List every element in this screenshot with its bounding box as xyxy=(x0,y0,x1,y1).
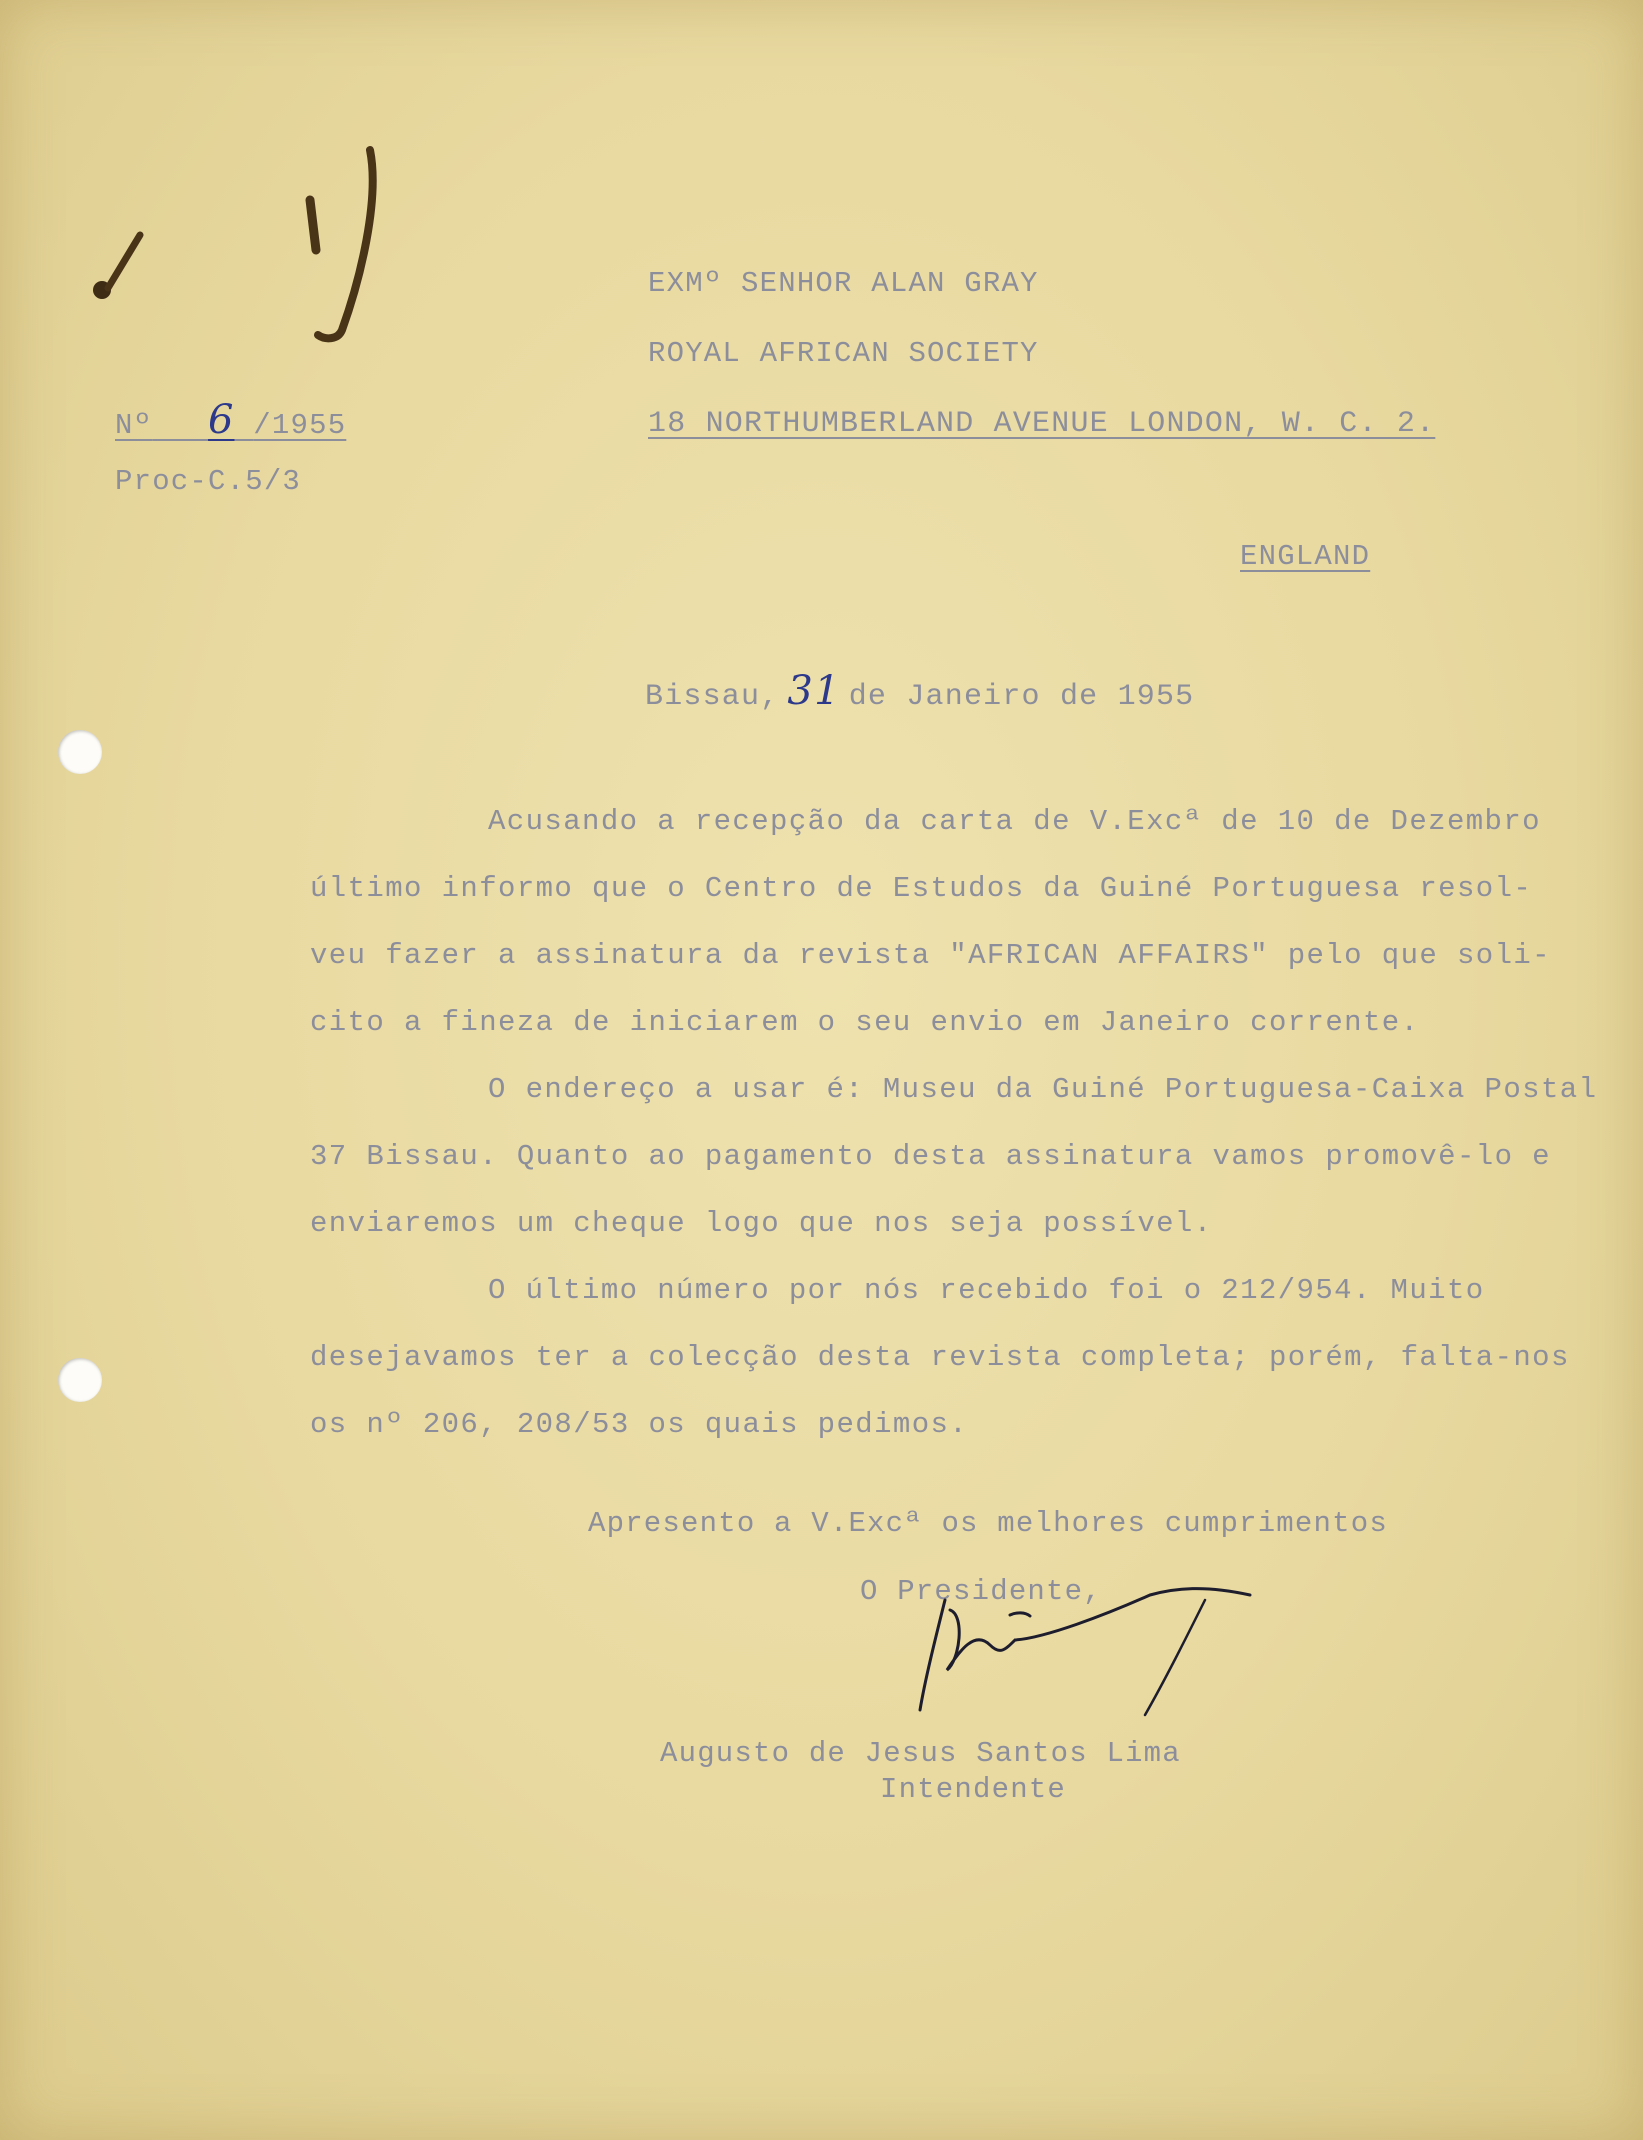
date-rest: de Janeiro de 1955 xyxy=(848,680,1195,714)
reference-number-gap-2 xyxy=(235,409,254,442)
mark-stroke-2 xyxy=(310,200,316,250)
mark-stroke-1 xyxy=(108,235,140,288)
closing-title: O Presidente, xyxy=(860,1575,1102,1608)
body-line: Acusando a recepção da carta de V.Excª de 10 de Dezembro xyxy=(488,805,1541,838)
reference-number-gap xyxy=(152,409,208,442)
reference-number-prefix: Nº xyxy=(115,409,153,442)
body-line: 37 Bissau. Quanto ao pagamento desta assinatura vamos promovê-lo e xyxy=(310,1140,1551,1173)
body-line: cito a fineza de iniciarem o seu envio em Janeiro corrente. xyxy=(310,1006,1420,1039)
body-line: último informo que o Centro de Estudos da Guiné Portuguesa resol- xyxy=(310,872,1533,905)
body-line: desejavamos ter a colecção desta revista completa; porém, falta-nos xyxy=(310,1341,1570,1374)
reference-number xyxy=(115,397,346,443)
handwritten-top-marks xyxy=(80,130,410,350)
date-place: Bissau, xyxy=(645,680,780,714)
handwritten-signature xyxy=(905,1570,1265,1720)
body-line: O último número por nós recebido foi o 212/954. Muito xyxy=(488,1274,1485,1307)
recipient-line-3: 18 NORTHUMBERLAND AVENUE LONDON, W. C. 2. xyxy=(648,407,1436,441)
punch-hole-bottom xyxy=(58,1358,102,1402)
mark-stroke-3 xyxy=(318,150,373,338)
reference-number-handwritten: 6 xyxy=(208,397,235,443)
recipient-country: ENGLAND xyxy=(1240,540,1371,573)
body-line: veu fazer a assinatura da revista "AFRICAN AFFAIRS" pelo que soli- xyxy=(310,939,1551,972)
body-line: O endereço a usar é: Museu da Guiné Portuguesa-Caixa Postal xyxy=(488,1073,1598,1106)
body-line: os nº 206, 208/53 os quais pedimos. xyxy=(310,1408,969,1441)
date-line xyxy=(645,668,1194,714)
date-day-handwritten: 31 xyxy=(787,668,841,714)
punch-hole-top xyxy=(58,730,102,774)
closing-greeting: Apresento a V.Excª os melhores cumprimentos xyxy=(588,1507,1388,1540)
recipient-line-1: EXMº SENHOR ALAN GRAY xyxy=(648,267,1039,300)
signatory-name: Augusto de Jesus Santos Lima xyxy=(660,1737,1181,1770)
process-reference: Proc-C.5/3 xyxy=(115,465,302,498)
reference-number-suffix: /1955 xyxy=(253,409,347,442)
body-line: enviaremos um cheque logo que nos seja possível. xyxy=(310,1207,1213,1240)
recipient-line-2: ROYAL AFRICAN SOCIETY xyxy=(648,337,1039,370)
signatory-role: Intendente xyxy=(880,1773,1067,1806)
